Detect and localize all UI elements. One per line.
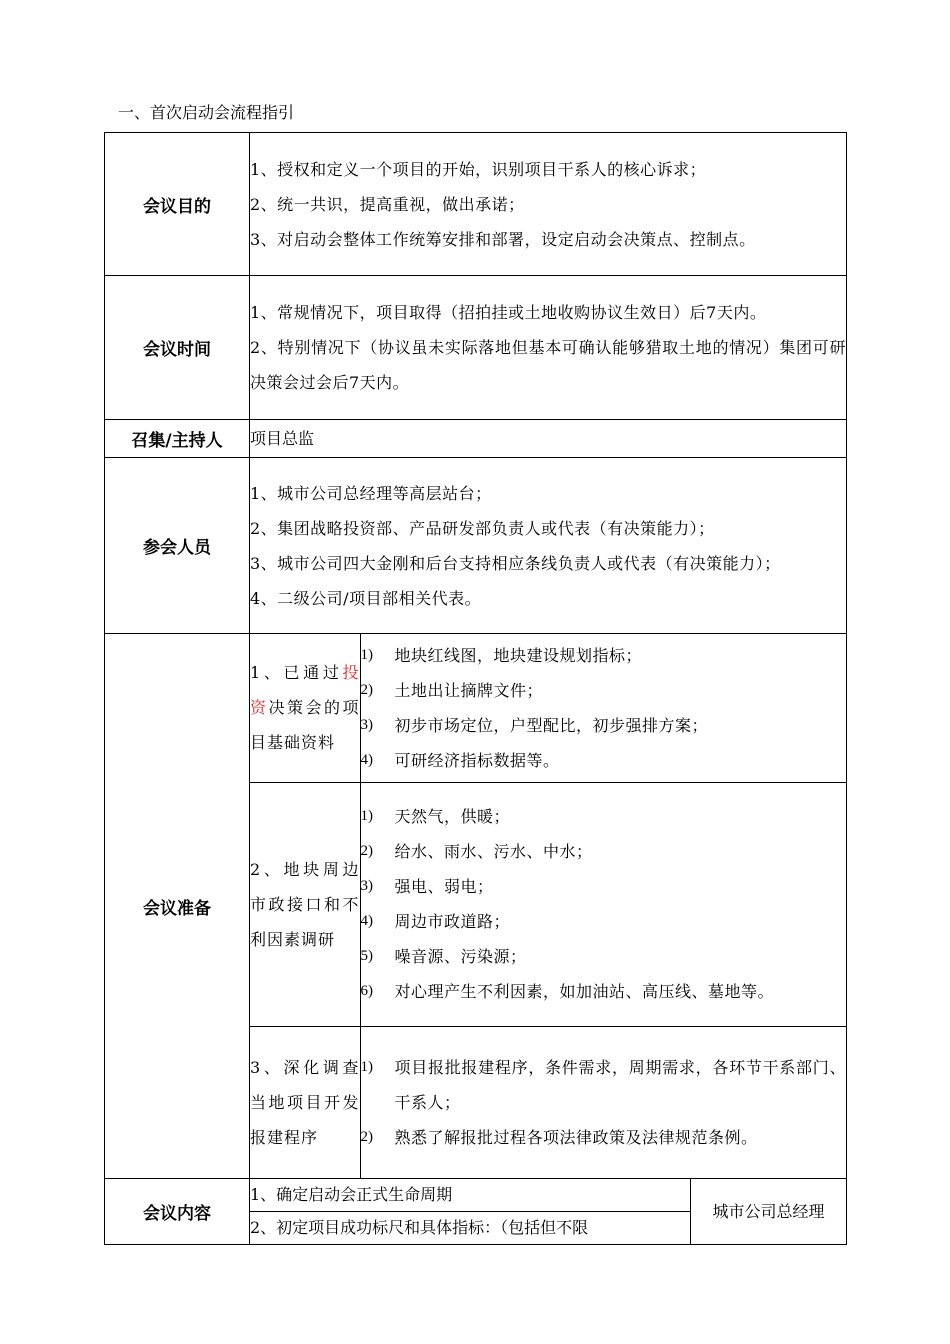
prep-group xyxy=(250,634,846,782)
attendees-content xyxy=(250,458,847,634)
attendees-line: 1、城市公司总经理等高层站台； xyxy=(250,483,492,503)
list-item: 1) 项目报批报建程序，条件需求，周期需求，各环节干系部门、干系人； xyxy=(360,1057,847,1112)
purpose-label: 会议目的 xyxy=(105,133,250,276)
content-item: 2、初定项目成功标尺和具体指标：（包括但不限 xyxy=(250,1212,691,1245)
list-item: 3) 强电、弱电； xyxy=(360,877,494,896)
purpose-line: 1、授权和定义一个项目的开始，识别项目干系人的核心诉求； xyxy=(250,159,707,179)
row-prep xyxy=(105,634,847,1179)
meeting-guide-table xyxy=(104,132,847,1245)
prep-group-items xyxy=(360,1026,846,1178)
prep-group xyxy=(250,1026,846,1178)
attendees-line: 2、集团战略投资部、产品研发部负责人或代表（有决策能力）； xyxy=(250,518,715,538)
row-content xyxy=(105,1179,847,1212)
list-item: 2) 给水、雨水、污水、中水； xyxy=(360,842,593,861)
time-content xyxy=(250,276,847,420)
prep-group-title: 1、已通过投资决策会的项目基础资料 xyxy=(250,634,360,782)
list-item: 4) 周边市政道路； xyxy=(360,912,511,931)
prep-subtable xyxy=(250,634,846,1178)
row-purpose xyxy=(105,133,847,276)
attendees-label: 参会人员 xyxy=(105,458,250,634)
prep-group-items xyxy=(360,782,846,1026)
list-item: 1) 天然气，供暖； xyxy=(360,807,511,826)
host-label: 召集/主持人 xyxy=(105,420,250,458)
prep-group xyxy=(250,782,846,1026)
content-owner: 城市公司总经理 xyxy=(691,1179,847,1245)
purpose-content xyxy=(250,133,847,276)
content-label: 会议内容 xyxy=(105,1179,250,1245)
time-label: 会议时间 xyxy=(105,276,250,420)
row-time xyxy=(105,276,847,420)
list-item: 1) 地块红线图，地块建设规划指标； xyxy=(360,645,643,665)
list-item: 3) 初步市场定位，户型配比，初步强排方案； xyxy=(360,715,709,735)
list-item: 4) 可研经济指标数据等。 xyxy=(360,750,560,770)
content-item: 1、确定启动会正式生命周期 xyxy=(250,1179,691,1212)
list-item: 6) 对心理产生不利因素，如加油站、高压线、墓地等。 xyxy=(360,982,775,1001)
attendees-line: 3、城市公司四大金刚和后台支持相应条线负责人或代表（有决策能力）； xyxy=(250,553,781,573)
time-line: 1、常规情况下，项目取得（招拍挂或土地收购协议生效日）后7天内。 xyxy=(250,303,767,322)
purpose-line: 3、对启动会整体工作统筹安排和部署，设定启动会决策点、控制点。 xyxy=(250,229,756,249)
list-item: 5) 噪音源、污染源； xyxy=(360,947,527,966)
prep-group-title: 3、深化调查当地项目开发报建程序 xyxy=(250,1026,360,1178)
highlighted-text: 投资 xyxy=(250,663,360,718)
prep-label: 会议准备 xyxy=(105,634,250,1179)
page-heading: 一、首次启动会流程指引 xyxy=(118,103,295,122)
host-value: 项目总监 xyxy=(250,420,847,458)
row-attendees xyxy=(105,458,847,634)
row-host xyxy=(105,420,847,458)
time-line: 2、特别情况下（协议虽未实际落地但基本可确认能够猎取土地的情况）集团可研决策会过会后7天内。 xyxy=(250,338,847,392)
list-item: 2) 土地出让摘牌文件； xyxy=(360,680,544,700)
list-item: 2) 熟悉了解报批过程各项法律政策及法律规范条例。 xyxy=(360,1127,758,1147)
prep-group-items xyxy=(360,634,846,782)
prep-group-title: 2、地块周边市政接口和不利因素调研 xyxy=(250,782,360,1026)
purpose-line: 2、统一共识，提高重视，做出承诺； xyxy=(250,194,525,214)
attendees-line: 4、二级公司/项目部相关代表。 xyxy=(250,588,482,608)
